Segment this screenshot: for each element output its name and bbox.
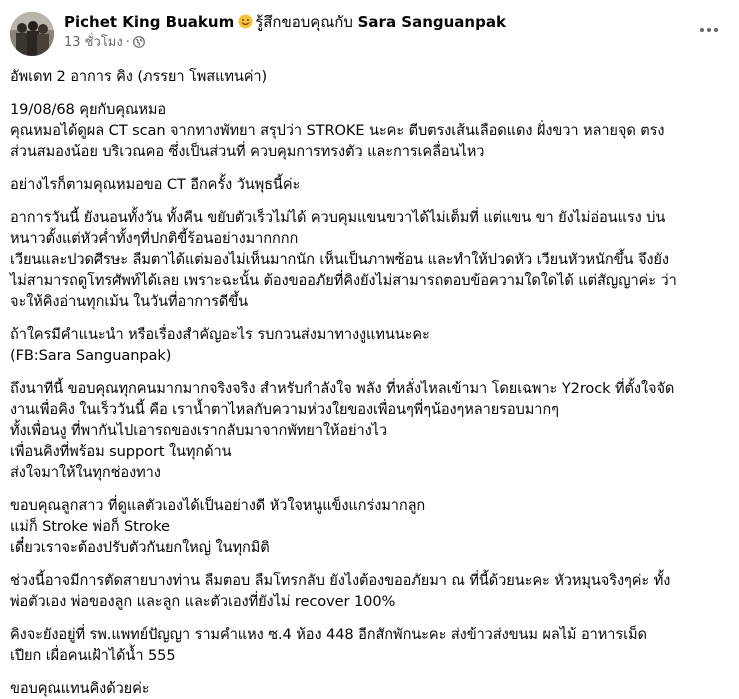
globe-icon[interactable] (133, 36, 145, 48)
post-line: ขอบคุณแทนคิงด้วยค่ะ (10, 680, 150, 697)
post-line: ถึงนาทีนี้ ขอบคุณทุกคนมากมากจริงจริง สำหรับกำลังใจ พลัง ที่หลั่งไหลเข้ามา โดยเฉพาะ Y2rock ที่ตั้งใจจัด (10, 380, 675, 397)
post-line: แม่ก็ Stroke พ่อก็ Stroke (10, 518, 170, 535)
meta-separator: · (125, 35, 130, 50)
post-line: 19/08/68 คุยกับคุณหมอ (10, 101, 167, 118)
post-line: ไม่สามารถดูโทรศัพท์ได้เลย เพราะฉะนั้น ต้องขออภัยที่คิงยังไม่สามารถตอบข้อความใดใดได้ แต่สัญญาค่ะ ว่า (10, 272, 677, 289)
header-text (64, 12, 653, 52)
post-line: อาการวันนี้ ยังนอนทั้งวัน ทั้งคืน ขยับตัวเร็วไม่ได้ ควบคุมแขนขวาได้ไม่เต็มที่ แต่แขน ขา ยังไม่อ่อนแรง บ่น (10, 209, 666, 226)
ellipsis-icon (699, 27, 719, 33)
feeling-text: รู้สึกขอบคุณกับ (255, 13, 353, 31)
paragraph-ct (10, 174, 723, 195)
timestamp-link[interactable]: 13 ชั่วโมง (64, 35, 123, 50)
post-line: คิงจะยังอยู่ที่ รพ.แพทย์ปัญญา รามคำแหง ซ.4 ห้อง 448 อีกสักพักนะคะ ส่งข้าวส่งขนม ผลไม้ อาหารเม็ด (10, 626, 647, 643)
post-line: ช่วงนี้อาจมีการตัดสายบางท่าน ลืมตอบ ลืมโทรกลับ ยังไงต้องขออภัยมา ณ ที่นี้ด้วยนะคะ หัวหมุนจริงๆค่ะ ทั้ง (10, 572, 671, 589)
paragraph-symptoms (10, 207, 723, 312)
post-header (10, 12, 723, 60)
paragraph-daughter (10, 495, 723, 558)
post-line: ถ้าใครมีคำแนะนำ หรือเรื่องสำคัญอะไร รบกวนส่งมาทางงูแทนนะคะ (10, 326, 430, 343)
paragraph-thanks (10, 378, 723, 483)
name-line (64, 12, 653, 32)
paragraph-apology (10, 570, 723, 612)
avatar-photo-icon (10, 12, 54, 56)
post-line: ส่งใจมาให้ในทุกช่องทาง (10, 464, 161, 481)
post-line: เวียนและปวดศีรษะ ลืมตาได้แต่มองไม่เห็นมากนัก เห็นเป็นภาพซ้อน และทำให้ปวดหัว เวียนหัวหนักขึ้น จึงยัง (10, 251, 669, 268)
tagged-person-link[interactable]: Sara Sanguanpak (357, 13, 506, 31)
post-line: หนาวตั้งแต่หัวค่ำทั้งๆที่ปกติขี้ร้อนอย่างมากกกก (10, 230, 299, 247)
post-line: เปียก เผื่อคนเฝ้าได้น้ำ 555 (10, 647, 176, 664)
avatar[interactable] (10, 12, 54, 56)
post-line: (FB:Sara Sanguanpak) (10, 347, 172, 364)
paragraph-doctor (10, 99, 723, 162)
post-line: งานเพื่อคิง ในเร็ววันนี้ คือ เราน้ำตาไหลกับความห่วงใยของเพื่อนๆพี่ๆน้องๆหลายรอบมากๆ (10, 401, 559, 418)
post-line: อัพเดท 2 อาการ คิง (ภรรยา โพสแทนค่า) (10, 68, 268, 85)
post-line: ทั้งเพื่อนงู ที่พากันไปเอารถของเรากลับมาจากพัทยาให้อย่างไว (10, 422, 387, 439)
smiling-face-icon (238, 14, 253, 29)
post-line: ขอบคุณลูกสาว ที่ดูแลตัวเองได้เป็นอย่างดี หัวใจหนูแข็งแกร่งมากลูก (10, 497, 426, 514)
paragraph-contact (10, 324, 723, 366)
paragraph-title (10, 66, 723, 87)
post-line: เพื่อนคิงที่พร้อม support ในทุกด้าน (10, 443, 232, 460)
author-name-link[interactable]: Pichet King Buakum (64, 13, 235, 31)
post-line: คุณหมอได้ดูผล CT scan จากทางพัทยา สรุปว่า STROKE นะคะ ตีบตรงเส้นเลือดแดง ฝั่งขวา หลายจุด ตรง (10, 122, 665, 139)
post-line: จะให้คิงอ่านทุกเม้น ในวันที่อาการดีขึ้น (10, 293, 248, 310)
post-line: ส่วนสมองน้อย บริเวณคอ ซึ่งเป็นส่วนที่ ควบคุมการทรงตัว และการเคลื่อนไหว (10, 143, 485, 160)
post-line: พ่อตัวเอง พ่อของลูก และลูก และตัวเองที่ยังไม่ recover 100% (10, 593, 396, 610)
more-options-button[interactable] (695, 16, 723, 44)
paragraph-hospital (10, 624, 723, 666)
post-line: เดี๋ยวเราจะต้องปรับตัวกันยกใหญ่ ในทุกมิติ (10, 539, 270, 556)
post-line: อย่างไรก็ตามคุณหมอขอ CT อีกครั้ง วันพุธนี้ค่ะ (10, 176, 301, 193)
paragraph-closing (10, 678, 723, 699)
post-meta (64, 34, 653, 52)
post-body (10, 66, 723, 699)
